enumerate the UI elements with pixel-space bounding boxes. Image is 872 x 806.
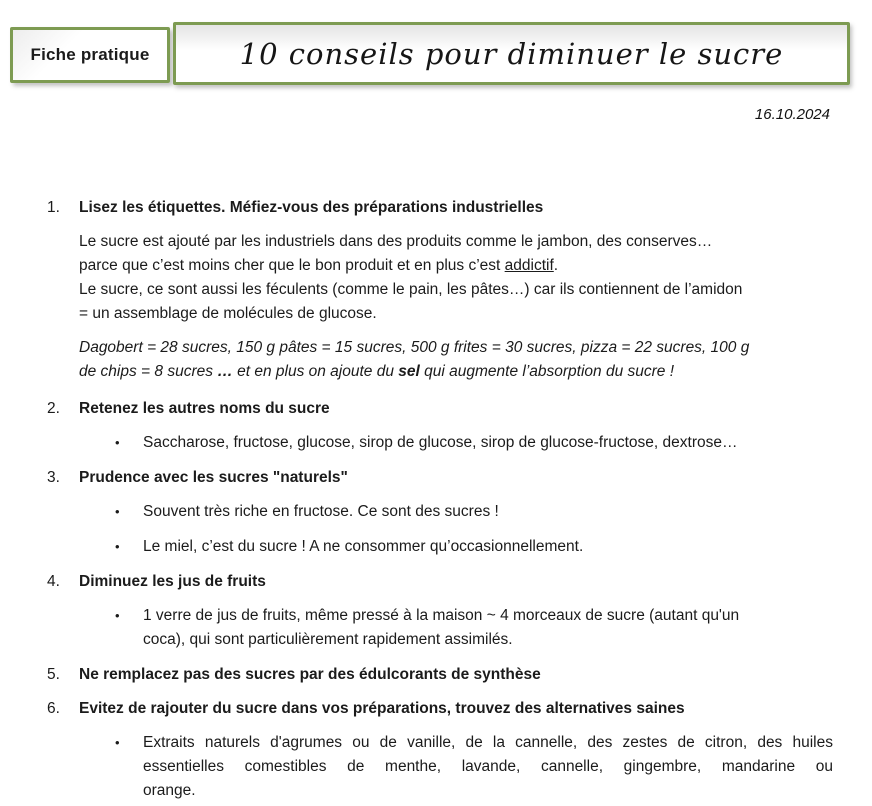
paragraph-line: [143, 628, 833, 652]
paragraph-line: [143, 604, 833, 628]
item-number: 3.: [47, 469, 60, 486]
list-item-2: [47, 397, 833, 421]
item-heading: Retenez les autres noms du sucre: [79, 400, 330, 417]
list-item-4: [47, 570, 833, 594]
bullet-text: [143, 731, 833, 803]
bullet-dot-icon: •: [115, 504, 120, 519]
page-title: 10 conseils pour diminuer le sucre: [239, 36, 784, 71]
paragraph-line: [143, 731, 833, 755]
bullet-text: [143, 604, 833, 652]
item-number: 5.: [47, 666, 60, 683]
fiche-pratique-label: Fiche pratique: [30, 45, 150, 64]
fiche-pratique-box: [10, 27, 170, 83]
item1-paragraph: [79, 230, 833, 326]
item-number: 2.: [47, 400, 60, 417]
paragraph-text: Extraits naturels d'agrumes ou de vanille, de la cannelle, des zestes de citron, des huiles: [143, 734, 833, 751]
paragraph-text: 1 verre de jus de fruits, même pressé à la maison ~ 4 morceaux de sucre (autant qu'un: [143, 607, 740, 624]
paragraph-text: .: [553, 257, 559, 274]
document-title-box: [173, 22, 850, 85]
paragraph-text: et en plus on ajoute du: [232, 363, 399, 380]
underlined-word: addictif: [504, 257, 554, 274]
item-heading: Ne remplacez pas des sucres par des édulcorants de synthèse: [79, 666, 541, 683]
bullet-item: [115, 604, 833, 652]
bullet-item: [115, 431, 833, 455]
item-heading: Prudence avec les sucres "naturels": [79, 469, 348, 486]
list-item-3: [47, 466, 833, 490]
paragraph-text: = un assemblage de molécules de glucose.: [79, 305, 377, 322]
bullet-text: Le miel, c’est du sucre ! A ne consommer qu’occasionnellement.: [143, 538, 584, 555]
item-number: 4.: [47, 573, 60, 590]
paragraph-text: Dagobert = 28 sucres, 150 g pâtes = 15 sucres, 500 g frites = 30 sucres, pizza = 22 sucres, 100 g: [79, 339, 750, 356]
paragraph-text: de chips = 8 sucres: [79, 363, 218, 380]
paragraph-line: [79, 302, 833, 326]
bold-ellipsis: …: [217, 363, 233, 380]
document-date: 16.10.2024: [754, 106, 830, 123]
bullet-text: Souvent très riche en fructose. Ce sont des sucres !: [143, 503, 499, 520]
item-heading: Diminuez les jus de fruits: [79, 573, 266, 590]
bullet-item: [115, 731, 833, 803]
bullet-text: Saccharose, fructose, glucose, sirop de glucose, sirop de glucose-fructose, dextrose…: [143, 434, 738, 451]
item-number: 1.: [47, 199, 60, 216]
paragraph-line: [143, 779, 833, 803]
paragraph-text: parce que c’est moins cher que le bon produit et en plus c’est: [79, 257, 505, 274]
paragraph-line: [79, 230, 833, 254]
paragraph-line: [143, 755, 833, 779]
item-heading: Evitez de rajouter du sucre dans vos préparations, trouvez des alternatives saines: [79, 700, 685, 717]
item1-italic-paragraph: [79, 336, 833, 384]
paragraph-line: [79, 278, 833, 302]
bold-word-sel: sel: [398, 363, 420, 380]
paragraph-text: orange.: [143, 782, 196, 799]
paragraph-text: Le sucre est ajouté par les industriels dans des produits comme le jambon, des conserves…: [79, 233, 713, 250]
paragraph-text: coca), qui sont particulièrement rapidement assimilés.: [143, 631, 513, 648]
item-number: 6.: [47, 700, 60, 717]
paragraph-text: essentielles comestibles de menthe, lavande, cannelle, gingembre, mandarine ou: [143, 758, 833, 775]
item-heading: Lisez les étiquettes. Méfiez-vous des préparations industrielles: [79, 199, 544, 216]
paragraph-text: Le sucre, ce sont aussi les féculents (comme le pain, les pâtes…) car ils contiennent de l’amidon: [79, 281, 743, 298]
list-item-1: [47, 196, 833, 220]
list-item-5: [47, 663, 833, 687]
bullet-dot-icon: •: [115, 435, 120, 450]
paragraph-line: [79, 336, 833, 360]
paragraph-text: qui augmente l’absorption du sucre !: [419, 363, 675, 380]
bullet-item: [115, 535, 833, 559]
paragraph-line: [79, 360, 833, 384]
list-item-6: [47, 697, 833, 721]
paragraph-line: [79, 254, 833, 278]
bullet-dot-icon: •: [115, 539, 120, 554]
bullet-item: [115, 500, 833, 524]
bullet-dot-icon: •: [115, 608, 120, 623]
document-content: [47, 196, 833, 806]
bullet-dot-icon: •: [115, 735, 120, 750]
document-header: [0, 0, 872, 135]
